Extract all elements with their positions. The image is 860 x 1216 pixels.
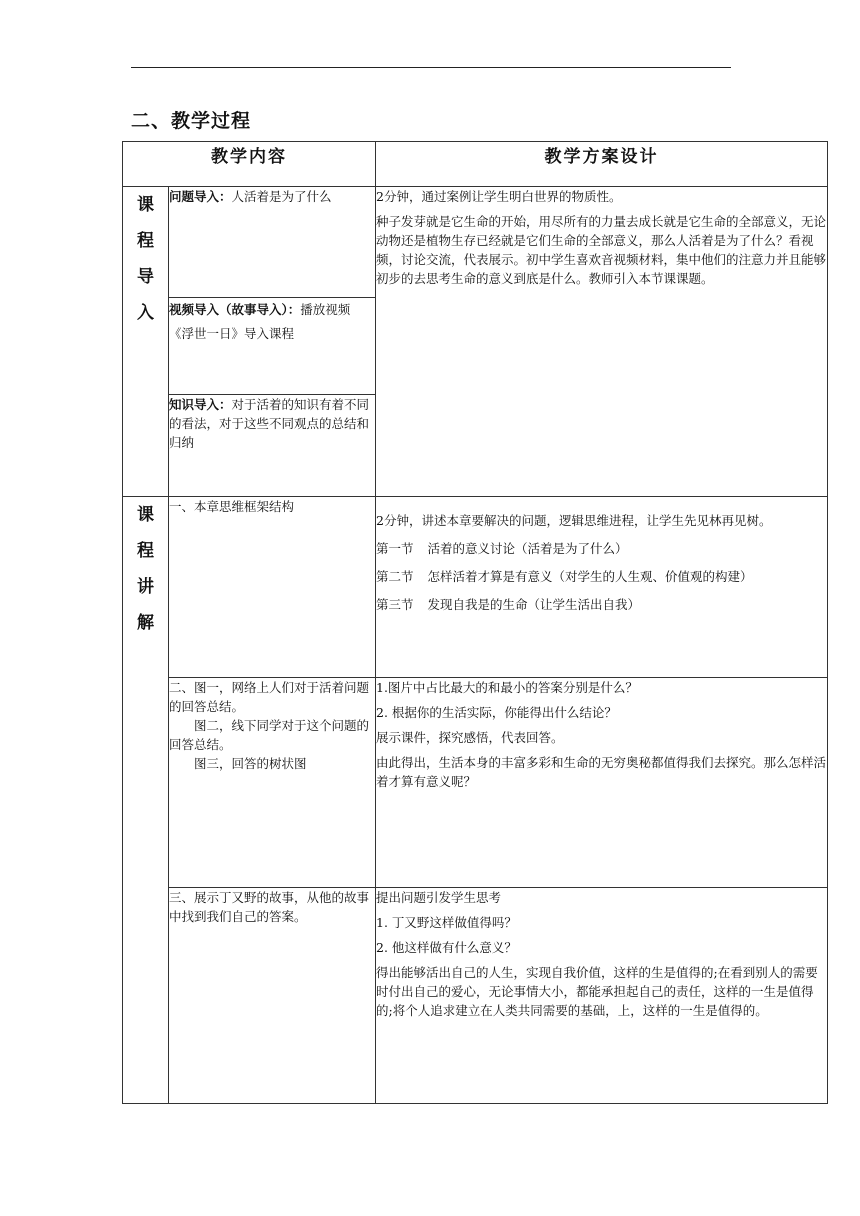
phase-char: 入	[137, 303, 154, 323]
lecture-row-2	[123, 678, 828, 888]
section-title: 二、教学过程	[131, 110, 252, 132]
teaching-process-table	[122, 141, 828, 1104]
intro-design	[376, 187, 828, 497]
item-title: 知识导入：	[169, 397, 232, 412]
item-text: 对于活着的知识有着不同的看法，对于这些不同观点的总结和归纳	[169, 397, 370, 450]
content-line: 图二，线下同学对于这个问题的回答总结。	[169, 718, 370, 752]
section-number: 第三节	[376, 597, 414, 612]
content-line: 二、图一，网络上人们对于活着问题的回答总结。	[169, 680, 370, 714]
design-paragraph: 2. 他这样做有什么意义？	[376, 940, 517, 955]
section-text: 怎样活着才算是有意义（对学生的人生观、价值观的构建）	[427, 569, 753, 584]
phase-char: 课	[137, 195, 154, 215]
lecture-content-figures	[169, 678, 376, 888]
section-line	[376, 595, 827, 614]
intro-row-1	[123, 187, 828, 298]
column-header-design: 教学方案设计	[376, 142, 828, 187]
phase-char: 程	[137, 231, 154, 251]
design-paragraph: 提出问题引发学生思考	[376, 890, 502, 905]
item-text: 人活着是为了什么	[231, 189, 332, 204]
column-header-content: 教学内容	[123, 142, 376, 187]
design-paragraph: 展示课件，探究感悟，代表回答。	[376, 730, 564, 745]
design-paragraph: 种子发芽就是它生命的开始，用尽所有的力量去成长就是它生命的全部意义，无论动物还是植物生存已经就是它们生命的全部意义，那么人活着是为了什么？看视频，讨论交流，代表展示。初中学生喜欢音视频材料，集中他们的注意力并且能够初步的去思考生命的意义到底是什么。教师引入本节课课题。	[376, 214, 827, 286]
item-title: 视频导入（故事导入）：	[169, 302, 301, 317]
phase-char: 课	[137, 505, 154, 525]
phase-char: 程	[137, 541, 154, 561]
design-paragraph: 1. 丁又野这样做值得吗？	[376, 915, 517, 930]
lecture-design-story	[376, 888, 828, 1104]
table-header-row	[123, 142, 828, 187]
item-title: 问题导入：	[169, 189, 232, 204]
section-line	[376, 539, 827, 558]
design-paragraph: 由此得出，生活本身的丰富多彩和生命的无穷奥秘都值得我们去探究。那么怎样活着才算有意义呢？	[376, 755, 827, 789]
phase-lecture	[123, 497, 169, 1104]
intro-item-question	[169, 187, 376, 298]
section-line	[376, 567, 827, 586]
design-paragraph: 2. 根据你的生活实际，你能得出什么结论？	[376, 705, 617, 720]
design-paragraph: 2分钟，讲述本章要解决的问题，逻辑思维进程，让学生先见林再见树。	[376, 513, 772, 528]
lecture-row-1	[123, 497, 828, 678]
lecture-content-story: 三、展示丁又野的故事，从他的故事中找到我们自己的答案。	[169, 888, 376, 1104]
header-rule	[131, 67, 731, 68]
phase-char: 讲	[137, 577, 154, 597]
section-text: 发现自我是的生命（让学生活出自我）	[427, 597, 641, 612]
design-paragraph: 得出能够活出自己的人生，实现自我价值，这样的生是值得的;在看到别人的需要时付出自己的爱心，无论事情大小，都能承担起自己的责任，这样的一生是值得的;将个人追求建立在人类共同需要的基础，上，这样的一生是值得的。	[376, 965, 818, 1018]
section-number: 第一节	[376, 541, 414, 556]
intro-item-knowledge	[169, 395, 376, 497]
phase-intro	[123, 187, 169, 497]
design-paragraph: 1.图片中占比最大的和最小的答案分别是什么？	[376, 680, 638, 695]
item-text: 播放视频《浮世一日》导入课程	[169, 302, 351, 341]
lecture-design-framework	[376, 497, 828, 678]
phase-char: 解	[137, 613, 154, 633]
content-line: 图三，回答的树状图	[194, 756, 307, 771]
section-number: 第二节	[376, 569, 414, 584]
lecture-content-framework: 一、本章思维框架结构	[169, 497, 376, 678]
design-paragraph: 2分钟，通过案例让学生明白世界的物质性。	[376, 189, 622, 204]
lecture-row-3	[123, 888, 828, 1104]
intro-item-video	[169, 298, 376, 395]
section-text: 活着的意义讨论（活着是为了什么）	[427, 541, 628, 556]
lecture-design-figures	[376, 678, 828, 888]
phase-char: 导	[137, 267, 154, 287]
